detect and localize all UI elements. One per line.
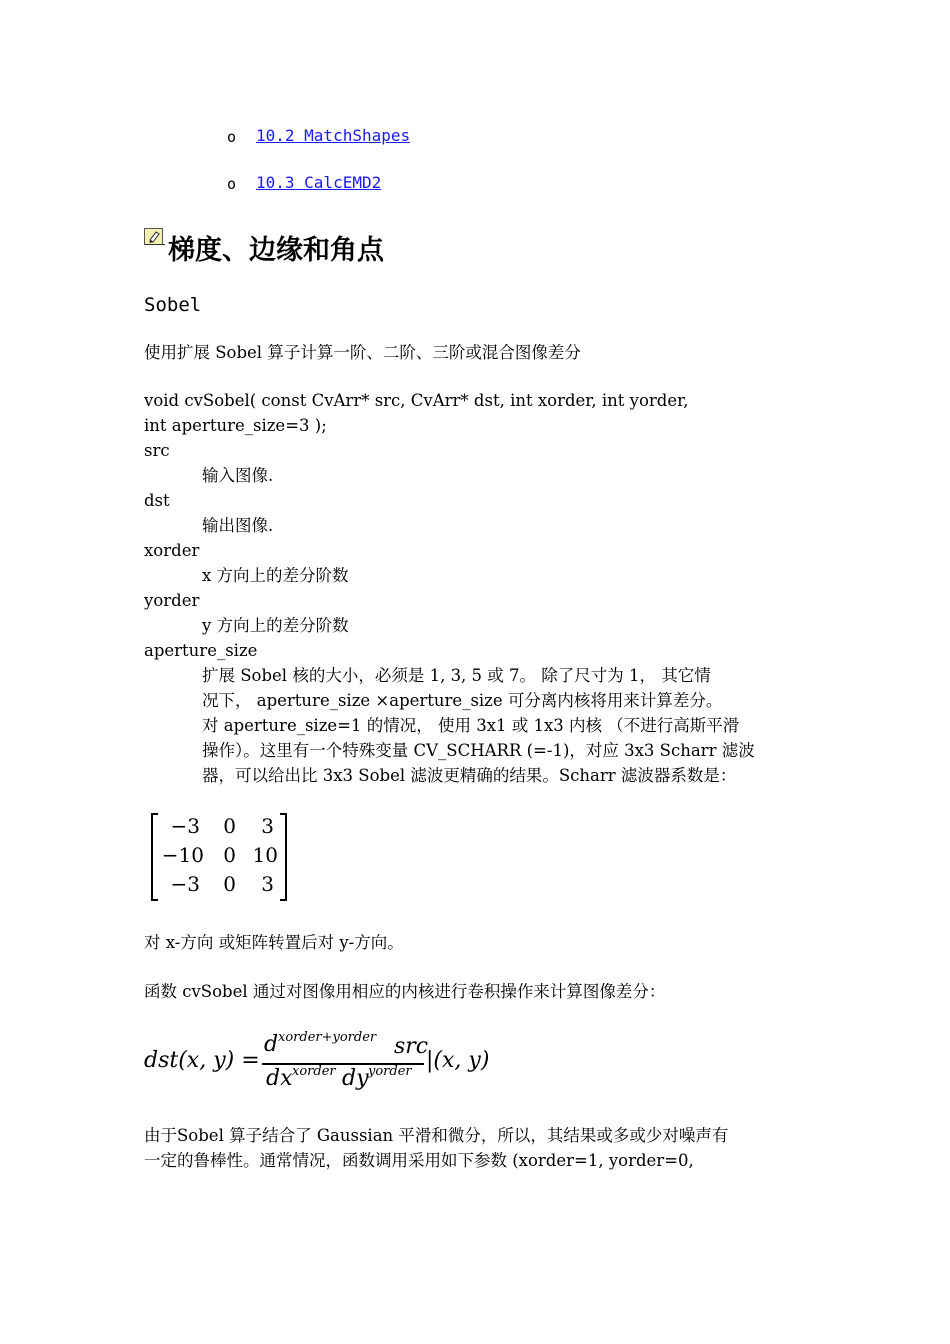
toc-bullet: o bbox=[227, 175, 237, 193]
formula-num-base: d bbox=[264, 1032, 279, 1057]
formula-intro: 函数 cvSobel 通过对图像用相应的内核进行卷积操作来计算图像差分： bbox=[144, 982, 666, 1001]
param-name: dst bbox=[144, 491, 170, 510]
param-desc-line: 操作）。这里有一个特殊变量 CV_SCHARR (=-1)，对应 3x3 Scharr 滤波 bbox=[202, 741, 755, 760]
matrix-cell: 10 bbox=[252, 843, 278, 867]
toc-link-calcemd2[interactable]: 10.3 CalcEMD2 bbox=[256, 173, 382, 192]
after-matrix-text: 对 x-方向 或矩阵转置后对 y-方向。 bbox=[144, 933, 404, 952]
matrix-cell: −3 bbox=[170, 814, 200, 838]
param-name: xorder bbox=[144, 541, 200, 560]
toc-link-matchshapes[interactable]: 10.2 MatchShapes bbox=[256, 126, 411, 145]
formula-den-b-sup: yorder bbox=[368, 1064, 412, 1079]
matrix-cell: 0 bbox=[223, 872, 236, 896]
param-desc: x 方向上的差分阶数 bbox=[202, 566, 349, 585]
param-desc-line: 器，可以给出比 3x3 Sobel 滤波更精确的结果。Scharr 滤波器系数是： bbox=[202, 766, 737, 785]
signature-line: int aperture_size=3 ); bbox=[144, 416, 327, 435]
sobel-formula bbox=[144, 1028, 504, 1096]
toc-bullet: o bbox=[227, 128, 237, 146]
param-desc: 输入图像. bbox=[202, 466, 274, 485]
param-name: src bbox=[144, 441, 170, 460]
formula-lhs: dst(x, y) = bbox=[144, 1048, 260, 1073]
matrix-cell: 3 bbox=[261, 814, 274, 838]
formula-den-a-sup: xorder bbox=[292, 1064, 336, 1079]
param-desc-line: 对 aperture_size=1 的情况， 使用 3x1 或 1x3 内核 （不进行高斯平滑 bbox=[202, 716, 740, 735]
formula-num-tail: src bbox=[394, 1034, 429, 1059]
formula-rhs: |(x, y) bbox=[426, 1048, 490, 1073]
signature-line: void cvSobel( const CvArr* src, CvArr* dst, int xorder, int yorder, bbox=[144, 391, 689, 410]
closing-line: 一定的鲁棒性。通常情况，函数调用采用如下参数 (xorder=1, yorder=0, bbox=[144, 1151, 694, 1170]
matrix-cell: −10 bbox=[161, 843, 204, 867]
param-name: yorder bbox=[144, 591, 200, 610]
section-title: 梯度、边缘和角点 bbox=[168, 235, 384, 266]
scharr-matrix bbox=[148, 812, 290, 902]
function-title: Sobel bbox=[144, 294, 202, 316]
matrix-cell: 0 bbox=[223, 814, 236, 838]
param-desc-line: 扩展 Sobel 核的大小，必须是 1, 3, 5 或 7。 除了尺寸为 1， 其它情 bbox=[202, 666, 711, 685]
param-desc: y 方向上的差分阶数 bbox=[202, 616, 349, 635]
formula-num-sup: xorder+yorder bbox=[278, 1030, 377, 1045]
param-name: aperture_size bbox=[144, 641, 258, 660]
doc-edit-icon bbox=[144, 228, 166, 246]
matrix-cell: 0 bbox=[223, 843, 236, 867]
matrix-cell: 3 bbox=[261, 872, 274, 896]
param-desc: 输出图像. bbox=[202, 516, 274, 535]
closing-line: 由于Sobel 算子结合了 Gaussian 平滑和微分，所以，其结果或多或少对噪声有 bbox=[144, 1126, 729, 1145]
formula-den-a: dx bbox=[266, 1066, 293, 1091]
formula-den-b: dy bbox=[342, 1066, 369, 1091]
param-desc-line: 况下， aperture_size ×aperture_size 可分离内核将用来计算差分。 bbox=[202, 691, 723, 710]
function-description: 使用扩展 Sobel 算子计算一阶、二阶、三阶或混合图像差分 bbox=[144, 343, 581, 362]
matrix-cell: −3 bbox=[170, 872, 200, 896]
